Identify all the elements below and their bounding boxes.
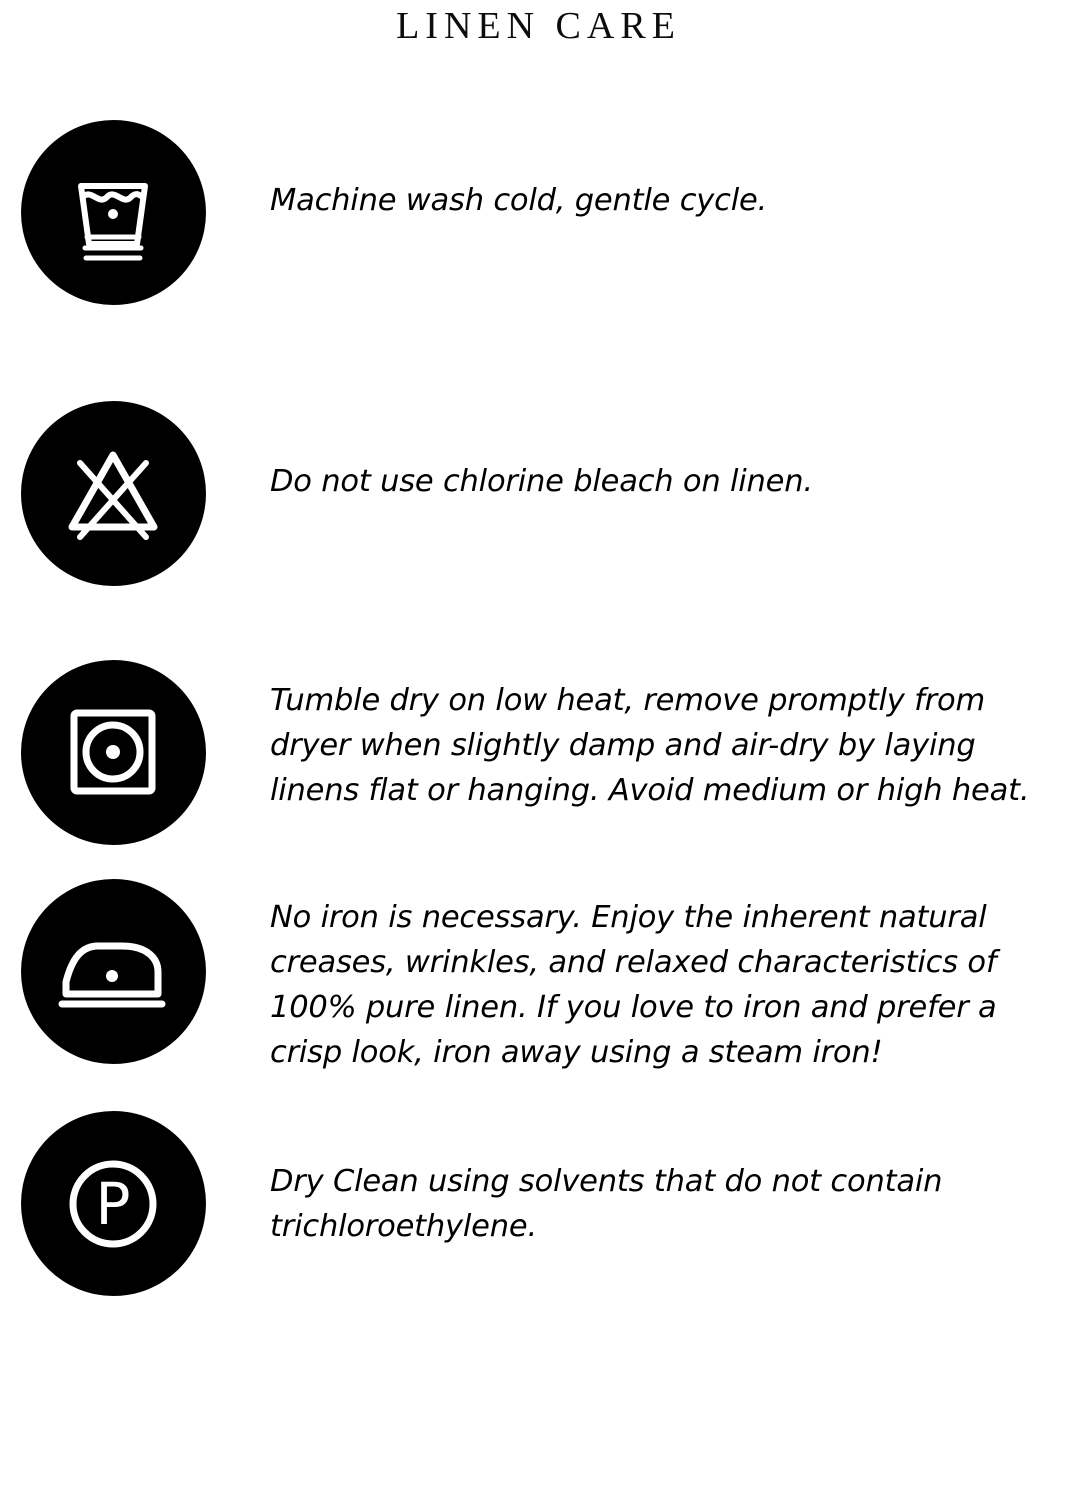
wash-tub-icon	[21, 120, 206, 305]
text-cell	[208, 120, 1051, 223]
care-instruction-text: Tumble dry on low heat, remove promptly from dryer when slightly damp and air-dry by laying linens flat or hanging. Avoid medium or high heat.	[270, 682, 1030, 809]
care-instruction-item	[18, 879, 1051, 1076]
care-instruction-item	[18, 1111, 1051, 1296]
care-instruction-item	[18, 660, 1051, 845]
text-cell	[208, 879, 1051, 1076]
text-cell	[208, 401, 1051, 504]
iron-icon	[21, 879, 206, 1064]
dry-clean-p-icon	[21, 1111, 206, 1296]
care-instruction-item	[18, 401, 1051, 586]
icon-cell	[18, 120, 208, 305]
svg-text:P: P	[95, 1169, 131, 1238]
page-title: LINEN CARE	[396, 5, 681, 47]
icon-cell	[18, 401, 208, 586]
icon-cell	[18, 660, 208, 845]
care-instruction-item	[18, 120, 1051, 305]
text-cell	[208, 660, 1051, 813]
care-instruction-text: Machine wash cold, gentle cycle.	[270, 182, 768, 218]
text-cell	[208, 1111, 1051, 1249]
care-instruction-list	[0, 120, 1077, 1297]
no-bleach-triangle-icon	[21, 401, 206, 586]
care-instruction-text: No iron is necessary. Enjoy the inherent natural creases, wrinkles, and relaxed characteristics of 100% pure linen. If you love to iron and prefer a crisp look, iron away using a steam iron!	[270, 899, 997, 1071]
care-instruction-text: Dry Clean using solvents that do not contain trichloroethylene.	[270, 1164, 943, 1245]
icon-cell	[18, 1111, 208, 1296]
tumble-dry-low-icon	[21, 660, 206, 845]
care-instruction-text: Do not use chlorine bleach on linen.	[270, 463, 813, 499]
icon-cell	[18, 879, 208, 1064]
